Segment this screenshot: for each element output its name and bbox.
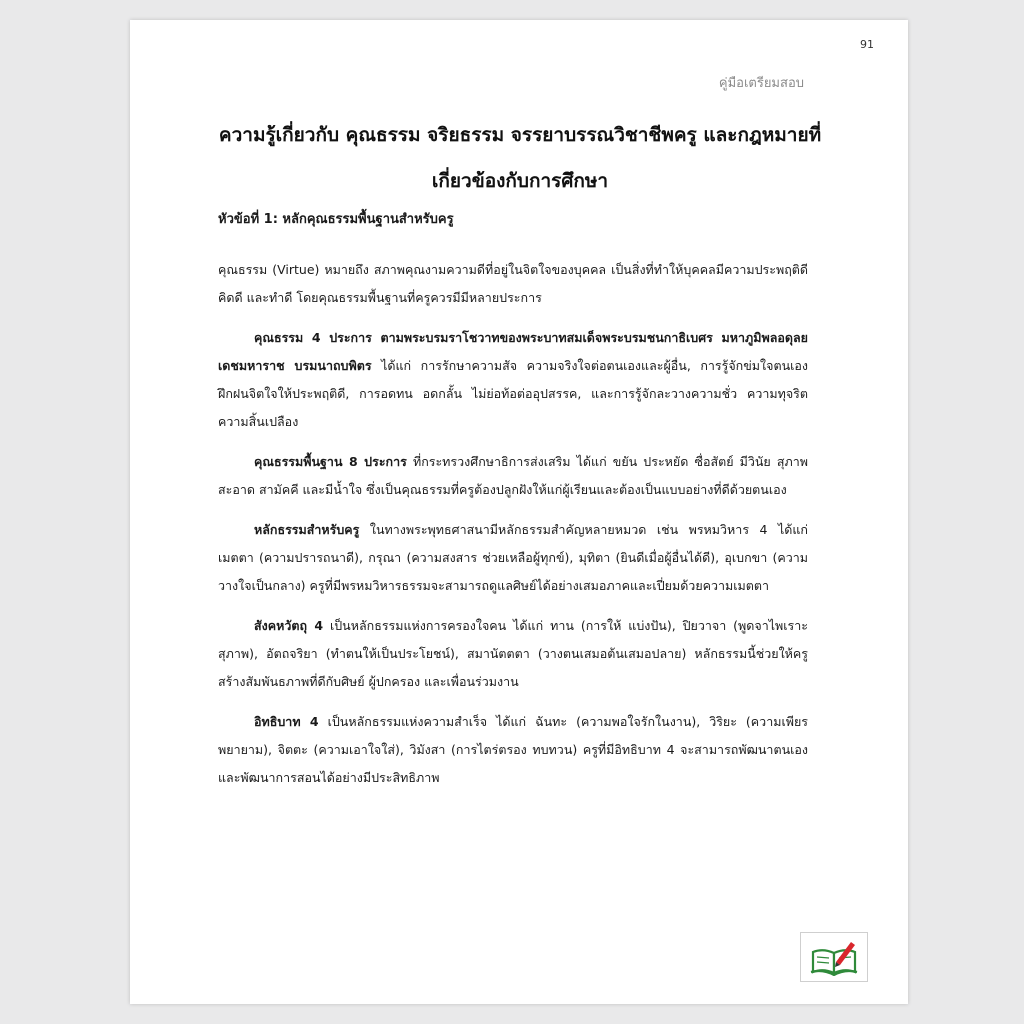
paragraph-body: ได้แก่ การรักษาความสัจ ความจริงใจต่อตนเองและผู้อื่น, การรู้จักข่มใจตนเอง ฝึกฝนจิตใจให้ประพฤติดี, การอดทน อดกลั้น ไม่ย่อท้อต่ออุปสรรค, และการรู้จักละวางความชั่ว ความทุจริต ความสิ้นเปลือง — [218, 358, 809, 429]
paragraph-teacher-dharma — [218, 516, 808, 600]
page-title-line-1: ความรู้เกี่ยวกับ คุณธรรม จริยธรรม จรรยาบรรณวิชาชีพครู และกฎหมายที่ — [218, 124, 822, 146]
book-badge — [800, 932, 868, 982]
page-content — [218, 210, 808, 804]
paragraph-lead: หลักธรรมสำหรับครู — [254, 522, 360, 537]
section-heading: หัวข้อที่ 1: หลักคุณธรรมพื้นฐานสำหรับครู — [218, 212, 454, 227]
paragraph-four-virtues — [218, 324, 808, 436]
running-header: คู่มือเตรียมสอบ — [718, 76, 804, 91]
paragraph-body: ในทางพระพุทธศาสนามีหลักธรรมสำคัญหลายหมวด เช่น พรหมวิหาร 4 ได้แก่ เมตตา (ความปรารถนาดี), กรุณา (ความสงสาร ช่วยเหลือผู้ทุกข์), มุทิตา (ยินดีเมื่อผู้อื่นได้ดี), อุเบกขา (ความวางใจเป็นกลาง) ครูที่มีพรหมวิหารธรรมจะสามารถดูแลศิษย์ได้อย่างเสมอภาคและเปี่ยมด้วยความเมตตา — [218, 522, 808, 593]
open-book-pencil-icon — [809, 938, 859, 976]
paragraph-lead: คุณธรรมพื้นฐาน 8 ประการ — [254, 454, 407, 469]
paragraph-body: เป็นหลักธรรมแห่งความสำเร็จ ได้แก่ ฉันทะ (ความพอใจรักในงาน), วิริยะ (ความเพียรพยายาม), จิตตะ (ความเอาใจใส่), วิมังสา (การไตร่ตรอง ทบทวน) ครูที่มีอิทธิบาท 4 จะสามารถพัฒนาตนเองและพัฒนาการสอนได้อย่างมีประสิทธิภาพ — [218, 714, 808, 785]
intro-paragraph: คุณธรรม (Virtue) หมายถึง สภาพคุณงามความดีที่อยู่ในจิตใจของบุคคล เป็นสิ่งที่ทำให้บุคคลมีความประพฤติดี คิดดี และทำดี โดยคุณธรรมพื้นฐานที่ครูควรมีมีหลายประการ — [218, 262, 808, 305]
page-number: 91 — [860, 38, 874, 51]
page-title-line-2: เกี่ยวข้องกับการศึกษา — [431, 170, 609, 192]
paragraph-lead: คุณธรรม 4 ประการ ตามพระบรมราโชวาทของพระบาทสมเด็จพระบรมชนกาธิเบศร มหาภูมิพลอดุลยเดชมหาราช บรมนาถบพิตร — [218, 330, 808, 373]
paragraph-iddhipada — [218, 708, 808, 792]
paragraph-body: เป็นหลักธรรมแห่งการครองใจคน ได้แก่ ทาน (การให้ แบ่งปัน), ปิยวาจา (พูดจาไพเราะ สุภาพ), อัตถจริยา (ทำตนให้เป็นประโยชน์), สมานัตตตา (วางตนเสมอต้นเสมอปลาย) หลักธรรมนี้ช่วยให้ครูสร้างสัมพันธภาพที่ดีกับศิษย์ ผู้ปกครอง และเพื่อนร่วมงาน — [218, 618, 808, 689]
paragraph-lead: อิทธิบาท 4 — [254, 714, 319, 729]
document-page — [130, 20, 908, 1004]
page-title — [190, 112, 850, 204]
paragraph-body: ที่กระทรวงศึกษาธิการส่งเสริม ได้แก่ ขยัน ประหยัด ซื่อสัตย์ มีวินัย สุภาพ สะอาด สามัคคี และมีน้ำใจ ซึ่งเป็นคุณธรรมที่ครูต้องปลูกฝังให้แก่ผู้เรียนและต้องเป็นแบบอย่างที่ดีด้วยตนเอง — [218, 454, 808, 497]
paragraph-lead: สังคหวัตถุ 4 — [254, 618, 324, 633]
paragraph-eight-virtues — [218, 448, 808, 504]
paragraph-sangaha-vatthu — [218, 612, 808, 696]
